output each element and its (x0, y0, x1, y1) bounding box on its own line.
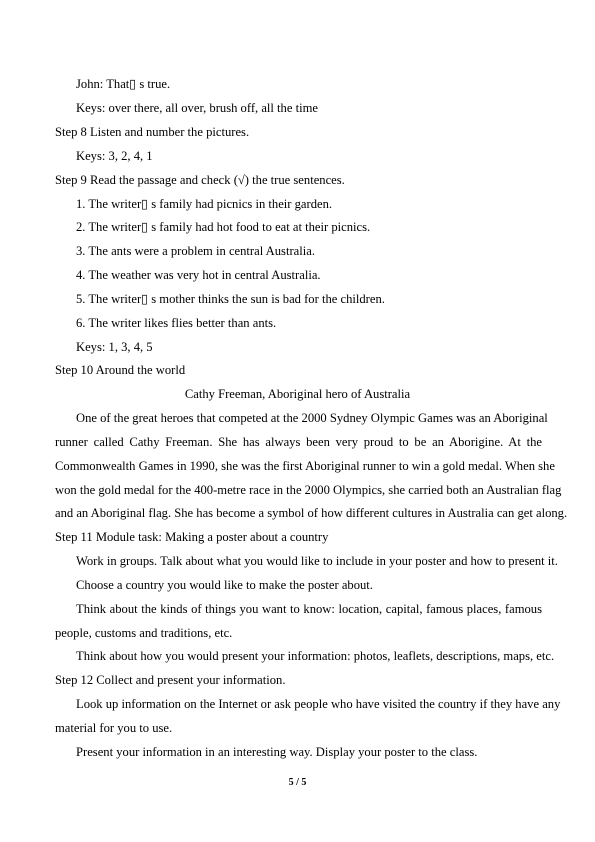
step-heading: Step 11 Module task: Making a poster about a country (55, 530, 329, 544)
answer-keys: Keys: over there, all over, brush off, all the time (76, 101, 318, 115)
paragraph-line: people, customs and traditions, etc. (55, 626, 233, 640)
passage-title: Cathy Freeman, Aboriginal hero of Australia (184, 387, 411, 401)
paragraph-line: Look up information on the Internet or ask people who have visited the country if they have any (76, 697, 561, 711)
list-item: 2. The writer▯ s family had hot food to eat at their picnics. (76, 220, 371, 234)
list-item: 3. The ants were a problem in central Australia. (76, 244, 315, 258)
paragraph-line: Choose a country you would like to make the poster about. (76, 578, 373, 592)
list-item: 1. The writer▯ s family had picnics in their garden. (76, 197, 333, 211)
paragraph-line: and an Aboriginal flag. She has become a symbol of how different cultures in Australia can get along. (55, 506, 568, 520)
paragraph-line: Work in groups. Talk about what you would like to include in your poster and how to present it. (76, 554, 558, 568)
step-heading: Step 9 Read the passage and check (√) the true sentences. (55, 173, 345, 187)
step-heading: Step 8 Listen and number the pictures. (55, 125, 250, 139)
list-item: 4. The weather was very hot in central Australia. (76, 268, 321, 282)
paragraph-line: won the gold medal for the 400-metre race in the 2000 Olympics, she carried both an Australian flag (55, 483, 562, 497)
answer-keys: Keys: 3, 2, 4, 1 (76, 149, 153, 163)
step-heading: Step 12 Collect and present your information. (55, 673, 286, 687)
paragraph-line: One of the great heroes that competed at the 2000 Sydney Olympic Games was an Aboriginal (76, 411, 548, 425)
answer-keys: Keys: 1, 3, 4, 5 (76, 340, 153, 354)
paragraph-line: material for you to use. (55, 721, 173, 735)
list-item: 5. The writer▯ s mother thinks the sun is bad for the children. (76, 292, 385, 306)
step-heading: Step 10 Around the world (55, 363, 186, 377)
paragraph-line: runner called Cathy Freeman. She has always been very proud to be an Aborigine. At the (55, 435, 542, 449)
list-item: 6. The writer likes flies better than ants. (76, 316, 277, 330)
page-number: 5 / 5 (288, 777, 307, 788)
dialogue-line: John: That▯ s true. (76, 77, 171, 91)
paragraph-line: Think about the kinds of things you want to know: location, capital, famous places, famous (76, 602, 542, 616)
paragraph-line: Think about how you would present your information: photos, leaflets, descriptions, maps, etc. (76, 649, 555, 663)
paragraph-line: Commonwealth Games in 1990, she was the first Aboriginal runner to win a gold medal. When she (55, 459, 555, 473)
paragraph-line: Present your information in an interesting way. Display your poster to the class. (76, 745, 478, 759)
